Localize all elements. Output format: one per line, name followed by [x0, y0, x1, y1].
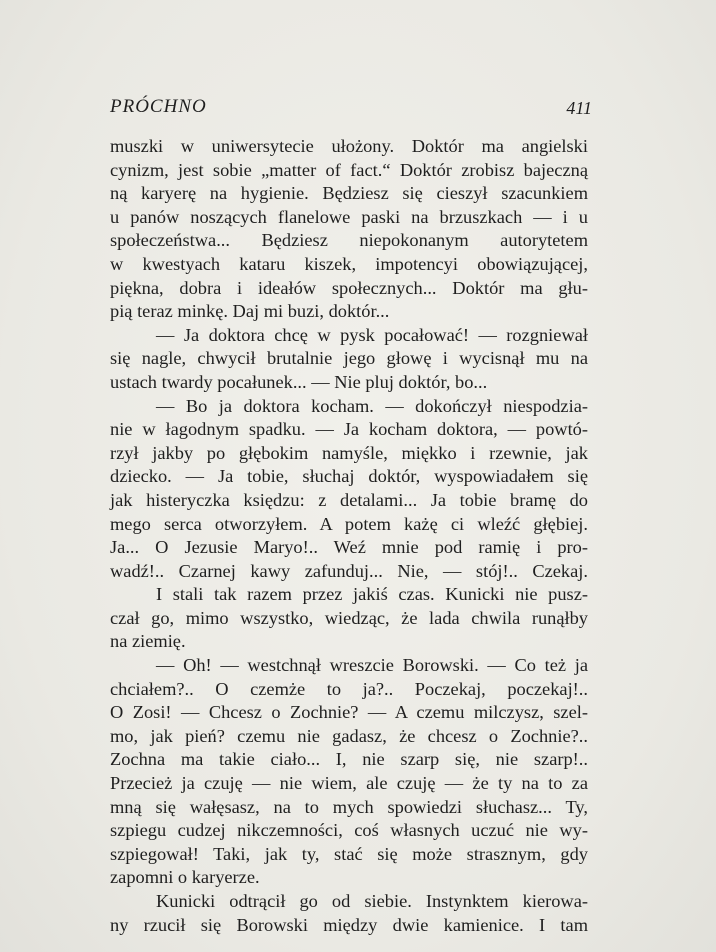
text-line: rzył jakby po głębokim namyśle, miękko i rzewnie, jak: [110, 442, 588, 463]
text-line: w kwestyach kataru kiszek, impotencyi obowiązującej,: [110, 253, 588, 274]
text-line: O Zosi! — Chcesz o Zochnie? — A czemu milczysz, szel-: [110, 702, 588, 723]
text-line: Przecież ja czuję — nie wiem, ale czuję — że ty na to za: [110, 773, 588, 794]
text-line: chciałem?.. O czemże to ja?.. Poczekaj, poczekaj!..: [110, 678, 588, 699]
page-header: [110, 96, 592, 126]
text-line: mną się wałęsasz, na to mych spowiedzi słuchasz... Ty,: [110, 796, 588, 817]
text-line: piękna, dobra i ideałów społecznych... Doktór ma głu-: [110, 277, 588, 298]
text-line: muszki w uniwersytecie ułożony. Doktór ma angielski: [110, 136, 588, 156]
text-line: czał go, mimo wszystko, wiedząc, że lada chwila runąłby: [110, 607, 588, 628]
text-line: pią teraz minkę. Daj mi buzi, doktór...: [110, 301, 390, 322]
text-line: nie w łagodnym spadku. — Ja kocham doktora, — powtó-: [110, 419, 588, 440]
text-line: szpiegował! Taki, jak ty, stać się może strasznym, gdy: [110, 843, 588, 864]
text-line: się nagle, chwycił brutalnie jego głowę i wycisnął mu na: [110, 348, 588, 369]
text-line: ną karyerę na hygienie. Będziesz się cieszył szacunkiem: [110, 183, 588, 204]
text-line: — Ja doktora chcę w pysk pocałować! — rozgniewał: [156, 324, 588, 345]
text-line: Kunicki odtrącił go od siebie. Instynktem kierowa-: [156, 891, 588, 911]
text-line: mego serca otworzyłem. A potem każę ci wleźć głębiej.: [110, 513, 588, 534]
text-line: Zochna ma takie ciało... I, nie szarp się, nie szarp!..: [110, 749, 588, 770]
text-line: u panów noszących flanelowe paski na brzuszkach — i u: [110, 206, 588, 227]
text-line: cynizm, jest sobie „matter of fact.“ Doktór zrobisz bajeczną: [110, 159, 588, 180]
text-line: mo, jak pień? czemu nie gadasz, że chcesz o Zochnie?..: [110, 725, 588, 746]
text-line: — Oh! — westchnął wreszcie Borowski. — Co też ja: [156, 655, 588, 676]
text-line: szpiegu cudzej nikczemności, coś własnych uczuć nie wy-: [110, 820, 588, 841]
text-line: Ja... O Jezusie Maryo!.. Weź mnie pod ramię i pro-: [110, 537, 588, 558]
text-line: ustach twardy pocałunek... — Nie pluj doktór, bo...: [110, 371, 488, 392]
text-line: wadź!.. Czarnej kawy zafunduj... Nie, — stój!.. Czekaj.: [110, 560, 588, 581]
text-line: — Bo ja doktora kocham. — dokończył niespodzia-: [156, 395, 588, 416]
text-line: ny rzucił się Borowski między dwie kamienice. I tam: [110, 914, 588, 935]
text-line: społeczeństwa... Będziesz niepokonanym autorytetem: [110, 230, 588, 251]
text-body: [110, 135, 588, 937]
text-line: jak histeryczka księdzu: z detalami... Ja tobie bramę do: [110, 489, 588, 510]
text-line: I stali tak razem przez jakiś czas. Kunicki nie pusz-: [156, 584, 588, 605]
page-number: 411: [566, 98, 592, 118]
text-line: dziecko. — Ja tobie, słuchaj doktór, wyspowiadałem się: [110, 466, 588, 487]
text-line: na ziemię.: [110, 631, 186, 652]
running-title: PRÓCHNO: [110, 96, 207, 117]
text-line: zapomni o karyerze.: [110, 867, 260, 888]
